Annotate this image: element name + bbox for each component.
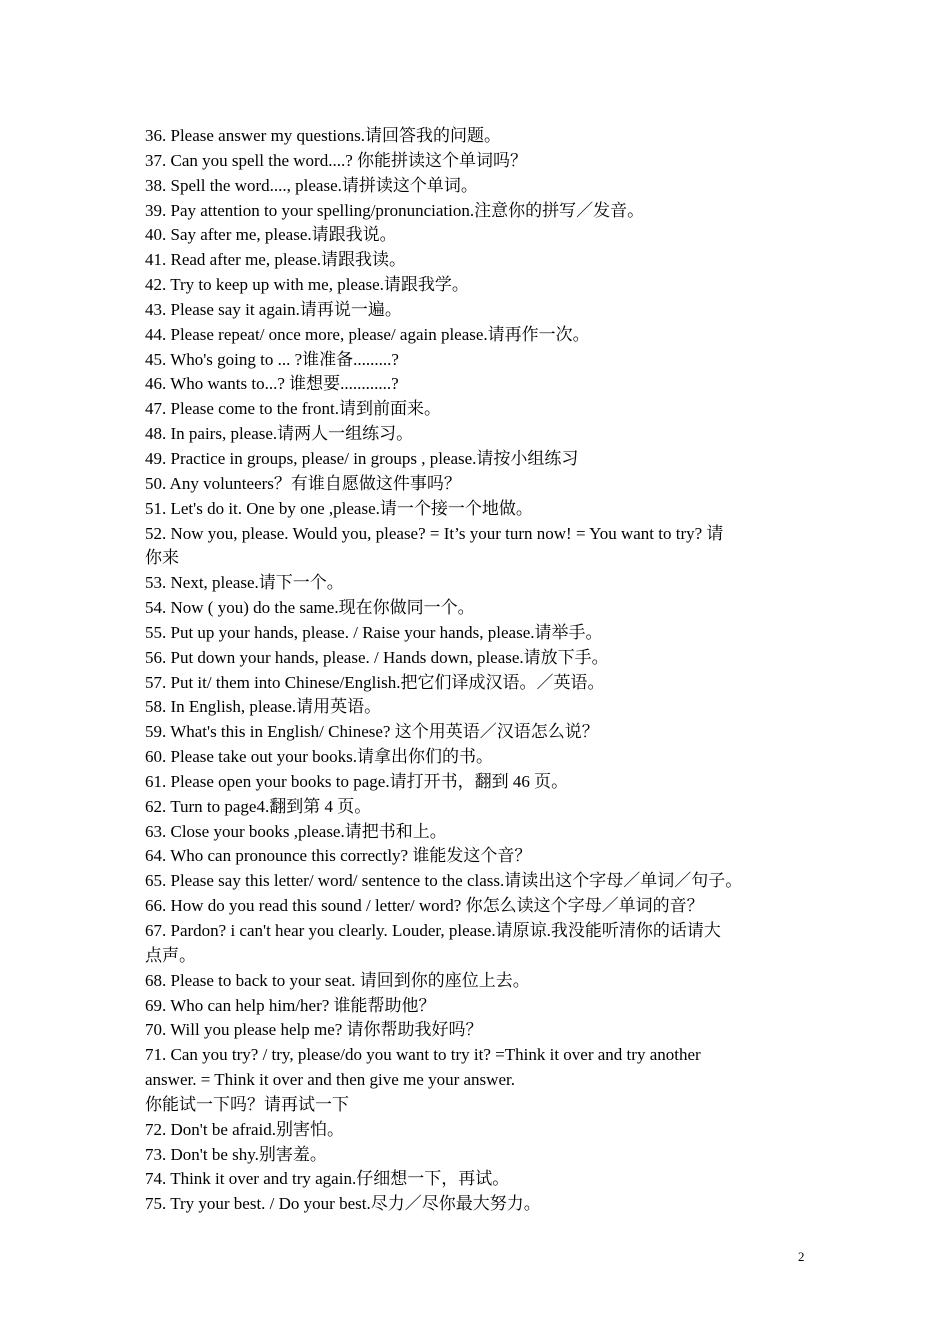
phrase-line: 你来: [145, 548, 179, 568]
phrase-line: 52. Now you, please. Would you, please? = It’s your turn now! = You want to try? 请: [145, 523, 724, 543]
page-number: 2: [798, 1249, 805, 1264]
phrase-line: 72. Don't be afraid.别害怕。: [145, 1119, 344, 1139]
phrase-line: 38. Spell the word...., please.请拼读这个单词。: [145, 175, 478, 195]
phrase-line: 57. Put it/ them into Chinese/English.把它们译成汉语。／英语。: [145, 672, 605, 692]
phrase-list: [145, 124, 810, 1217]
phrase-line: 66. How do you read this sound / letter/ word? 你怎么读这个字母／单词的音？: [145, 896, 704, 916]
phrase-line: 73. Don't be shy.别害羞。: [145, 1144, 327, 1164]
phrase-line: 45. Who's going to ... ?谁准备.........?: [145, 349, 399, 369]
phrase-line: 55. Put up your hands, please. / Raise your hands, please.请举手。: [145, 622, 603, 642]
phrase-line: 75. Try your best. / Do your best.尽力／尽你最大努力。: [145, 1194, 541, 1214]
phrase-line: 70. Will you please help me? 请你帮助我好吗？: [145, 1020, 483, 1040]
phrase-line: 61. Please open your books to page.请打开书，翻到 46 页。: [145, 771, 569, 791]
phrase-line: 51. Let's do it. One by one ,please.请一个接一个地做。: [145, 498, 533, 518]
phrase-line: 37. Can you spell the word....? 你能拼读这个单词吗？: [145, 150, 527, 170]
phrase-line: 53. Next, please.请下一个。: [145, 573, 344, 593]
phrase-line: 64. Who can pronounce this correctly? 谁能发这个音？: [145, 846, 532, 866]
phrase-line: 59. What's this in English/ Chinese? 这个用英语／汉语怎么说？: [145, 722, 599, 742]
phrase-line: 44. Please repeat/ once more, please/ again please.请再作一次。: [145, 324, 590, 344]
phrase-line: 你能试一下吗？请再试一下: [145, 1094, 349, 1114]
phrase-line: 60. Please take out your books.请拿出你们的书。: [145, 747, 493, 767]
phrase-line: 71. Can you try? / try, please/do you want to try it? =Think it over and try another: [145, 1045, 701, 1065]
phrase-line: 50. Any volunteers？有谁自愿做这件事吗？: [145, 473, 461, 493]
phrase-line: 56. Put down your hands, please. / Hands down, please.请放下手。: [145, 647, 609, 667]
phrase-line: 49. Practice in groups, please/ in groups , please.请按小组练习: [145, 448, 579, 468]
phrase-line: 65. Please say this letter/ word/ sentence to the class.请读出这个字母／单词／句子。: [145, 871, 743, 891]
phrase-line: 42. Try to keep up with me, please.请跟我学。: [145, 275, 469, 295]
phrase-line: 62. Turn to page4.翻到第 4 页。: [145, 796, 372, 816]
phrase-line: 36. Please answer my questions.请回答我的问题。: [145, 126, 502, 145]
phrase-line: 74. Think it over and try again.仔细想一下，再试。: [145, 1169, 510, 1189]
phrase-line: 63. Close your books ,please.请把书和上。: [145, 821, 447, 841]
phrase-line: 47. Please come to the front.请到前面来。: [145, 399, 442, 419]
phrase-line: 46. Who wants to...? 谁想要............?: [145, 374, 399, 394]
phrase-line: 40. Say after me, please.请跟我说。: [145, 225, 397, 245]
phrase-line: 41. Read after me, please.请跟我读。: [145, 250, 407, 270]
phrase-line: 69. Who can help him/her? 谁能帮助他？: [145, 995, 436, 1015]
phrase-line: 67. Pardon? i can't hear you clearly. Louder, please.请原谅.我没能听清你的话请大: [145, 921, 721, 940]
phrase-line: 68. Please to back to your seat. 请回到你的座位上去。: [145, 970, 530, 990]
phrase-line: 54. Now ( you) do the same.现在你做同一个。: [145, 598, 475, 618]
phrase-line: answer. = Think it over and then give me your answer.: [145, 1070, 515, 1090]
phrase-line: 39. Pay attention to your spelling/pronunciation.注意你的拼写／发音。: [145, 200, 645, 220]
phrase-line: 点声。: [145, 945, 196, 965]
phrase-line: 58. In English, please.请用英语。: [145, 697, 382, 717]
phrase-line: 48. In pairs, please.请两人一组练习。: [145, 424, 414, 444]
phrase-line: 43. Please say it again.请再说一遍。: [145, 299, 402, 319]
